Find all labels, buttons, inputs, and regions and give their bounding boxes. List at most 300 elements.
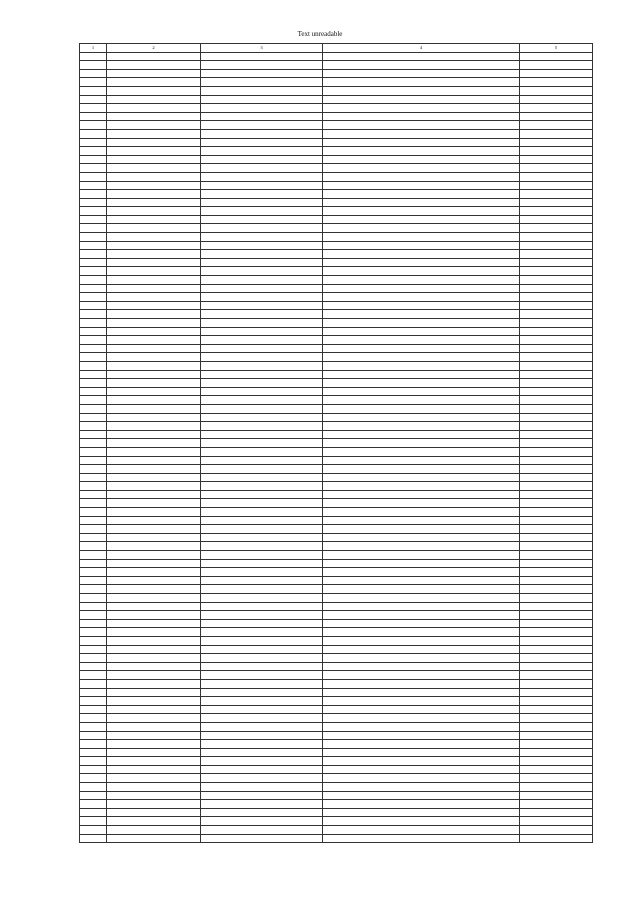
address-cell — [201, 508, 323, 517]
row-number-cell — [80, 499, 107, 508]
address-cell — [201, 551, 323, 560]
table-row — [80, 198, 593, 207]
municipality-cell — [107, 551, 201, 560]
address-cell — [201, 86, 323, 95]
municipality-cell — [107, 95, 201, 104]
row-number-cell — [80, 78, 107, 87]
period-cell — [520, 585, 593, 594]
column-header-work-type: 4 — [323, 44, 520, 53]
period-cell — [520, 198, 593, 207]
period-cell — [520, 241, 593, 250]
work-type-cell — [323, 636, 520, 645]
row-number-cell — [80, 155, 107, 164]
period-cell — [520, 155, 593, 164]
table-row — [80, 576, 593, 585]
address-cell — [201, 765, 323, 774]
municipality-cell — [107, 473, 201, 482]
municipality-cell — [107, 121, 201, 130]
period-cell — [520, 422, 593, 431]
address-cell — [201, 456, 323, 465]
address-cell — [201, 542, 323, 551]
municipality-cell — [107, 465, 201, 474]
period-cell — [520, 473, 593, 482]
municipality-cell — [107, 155, 201, 164]
address-cell — [201, 121, 323, 130]
municipality-cell — [107, 224, 201, 233]
period-cell — [520, 396, 593, 405]
table-row — [80, 95, 593, 104]
address-cell — [201, 636, 323, 645]
work-type-cell — [323, 800, 520, 809]
address-cell — [201, 499, 323, 508]
table-row — [80, 774, 593, 783]
municipality-cell — [107, 628, 201, 637]
table-row — [80, 164, 593, 173]
table-row — [80, 559, 593, 568]
row-number-cell — [80, 224, 107, 233]
row-number-cell — [80, 679, 107, 688]
period-cell — [520, 654, 593, 663]
work-type-cell — [323, 817, 520, 826]
municipality-cell — [107, 379, 201, 388]
table-row — [80, 783, 593, 792]
address-cell — [201, 585, 323, 594]
work-type-cell — [323, 619, 520, 628]
municipality-cell — [107, 164, 201, 173]
period-cell — [520, 791, 593, 800]
period-cell — [520, 834, 593, 843]
work-type-cell — [323, 654, 520, 663]
work-type-cell — [323, 207, 520, 216]
table-row — [80, 190, 593, 199]
row-number-cell — [80, 95, 107, 104]
work-type-cell — [323, 465, 520, 474]
municipality-cell — [107, 198, 201, 207]
period-cell — [520, 319, 593, 328]
row-number-cell — [80, 800, 107, 809]
table-row — [80, 430, 593, 439]
address-cell — [201, 112, 323, 121]
work-type-cell — [323, 439, 520, 448]
municipality-cell — [107, 722, 201, 731]
work-type-cell — [323, 757, 520, 766]
table-row — [80, 791, 593, 800]
address-cell — [201, 164, 323, 173]
row-number-cell — [80, 404, 107, 413]
address-cell — [201, 370, 323, 379]
period-cell — [520, 121, 593, 130]
period-cell — [520, 542, 593, 551]
address-cell — [201, 714, 323, 723]
row-number-cell — [80, 276, 107, 285]
period-cell — [520, 611, 593, 620]
municipality-cell — [107, 645, 201, 654]
period-cell — [520, 104, 593, 113]
work-type-cell — [323, 310, 520, 319]
municipality-cell — [107, 714, 201, 723]
work-type-cell — [323, 224, 520, 233]
address-cell — [201, 671, 323, 680]
work-type-cell — [323, 104, 520, 113]
row-number-cell — [80, 542, 107, 551]
row-number-cell — [80, 439, 107, 448]
table-row — [80, 482, 593, 491]
table-row — [80, 353, 593, 362]
work-type-cell — [323, 748, 520, 757]
row-number-cell — [80, 69, 107, 78]
period-cell — [520, 576, 593, 585]
row-number-cell — [80, 525, 107, 534]
period-cell — [520, 447, 593, 456]
period-cell — [520, 551, 593, 560]
municipality-cell — [107, 78, 201, 87]
municipality-cell — [107, 370, 201, 379]
period-cell — [520, 327, 593, 336]
row-number-cell — [80, 147, 107, 156]
municipality-cell — [107, 740, 201, 749]
period-cell — [520, 628, 593, 637]
period-cell — [520, 215, 593, 224]
municipality-cell — [107, 482, 201, 491]
table-row — [80, 808, 593, 817]
period-cell — [520, 344, 593, 353]
period-cell — [520, 559, 593, 568]
municipality-cell — [107, 559, 201, 568]
row-number-cell — [80, 138, 107, 147]
address-cell — [201, 748, 323, 757]
table-header-row — [80, 44, 593, 53]
address-cell — [201, 783, 323, 792]
address-cell — [201, 791, 323, 800]
address-cell — [201, 224, 323, 233]
municipality-cell — [107, 241, 201, 250]
period-cell — [520, 293, 593, 302]
row-number-cell — [80, 112, 107, 121]
row-number-cell — [80, 662, 107, 671]
work-type-cell — [323, 722, 520, 731]
table-row — [80, 310, 593, 319]
row-number-cell — [80, 808, 107, 817]
work-type-cell — [323, 525, 520, 534]
page-number: Text unreadable — [297, 30, 343, 38]
address-cell — [201, 181, 323, 190]
row-number-cell — [80, 396, 107, 405]
municipality-cell — [107, 774, 201, 783]
table-row — [80, 233, 593, 242]
table-row — [80, 207, 593, 216]
municipality-cell — [107, 276, 201, 285]
period-cell — [520, 705, 593, 714]
table-row — [80, 465, 593, 474]
address-cell — [201, 533, 323, 542]
address-cell — [201, 284, 323, 293]
period-cell — [520, 336, 593, 345]
address-cell — [201, 69, 323, 78]
period-cell — [520, 636, 593, 645]
address-cell — [201, 619, 323, 628]
work-type-cell — [323, 344, 520, 353]
row-number-cell — [80, 482, 107, 491]
row-number-cell — [80, 688, 107, 697]
period-cell — [520, 783, 593, 792]
table-row — [80, 765, 593, 774]
work-type-cell — [323, 826, 520, 835]
table-row — [80, 800, 593, 809]
municipality-cell — [107, 233, 201, 242]
period-cell — [520, 353, 593, 362]
row-number-cell — [80, 533, 107, 542]
work-type-cell — [323, 542, 520, 551]
address-cell — [201, 353, 323, 362]
table-row — [80, 722, 593, 731]
period-cell — [520, 413, 593, 422]
work-type-cell — [323, 164, 520, 173]
municipality-cell — [107, 576, 201, 585]
work-type-cell — [323, 456, 520, 465]
period-cell — [520, 679, 593, 688]
work-type-cell — [323, 834, 520, 843]
municipality-cell — [107, 533, 201, 542]
work-type-cell — [323, 697, 520, 706]
work-type-cell — [323, 181, 520, 190]
municipality-cell — [107, 602, 201, 611]
row-number-cell — [80, 387, 107, 396]
row-number-cell — [80, 585, 107, 594]
table-row — [80, 86, 593, 95]
municipality-cell — [107, 654, 201, 663]
municipality-cell — [107, 671, 201, 680]
work-type-cell — [323, 198, 520, 207]
table-row — [80, 748, 593, 757]
municipality-cell — [107, 594, 201, 603]
table-row — [80, 619, 593, 628]
period-cell — [520, 69, 593, 78]
work-type-cell — [323, 671, 520, 680]
row-number-cell — [80, 353, 107, 362]
table-row — [80, 499, 593, 508]
municipality-cell — [107, 490, 201, 499]
table-row — [80, 654, 593, 663]
table-row — [80, 78, 593, 87]
work-type-cell — [323, 679, 520, 688]
period-cell — [520, 619, 593, 628]
period-cell — [520, 361, 593, 370]
table-row — [80, 69, 593, 78]
table-row — [80, 370, 593, 379]
period-cell — [520, 78, 593, 87]
address-cell — [201, 611, 323, 620]
address-cell — [201, 95, 323, 104]
table-row — [80, 293, 593, 302]
row-number-cell — [80, 215, 107, 224]
row-number-cell — [80, 233, 107, 242]
address-cell — [201, 396, 323, 405]
row-number-cell — [80, 714, 107, 723]
row-number-cell — [80, 826, 107, 835]
row-number-cell — [80, 722, 107, 731]
address-cell — [201, 361, 323, 370]
address-cell — [201, 267, 323, 276]
municipality-cell — [107, 387, 201, 396]
address-cell — [201, 662, 323, 671]
row-number-cell — [80, 190, 107, 199]
address-cell — [201, 104, 323, 113]
period-cell — [520, 602, 593, 611]
address-cell — [201, 705, 323, 714]
municipality-cell — [107, 396, 201, 405]
period-cell — [520, 181, 593, 190]
period-cell — [520, 52, 593, 61]
column-header-municipality: 2 — [107, 44, 201, 53]
municipality-cell — [107, 258, 201, 267]
table-row — [80, 740, 593, 749]
municipality-cell — [107, 190, 201, 199]
municipality-cell — [107, 104, 201, 113]
period-cell — [520, 465, 593, 474]
work-type-cell — [323, 499, 520, 508]
municipality-cell — [107, 516, 201, 525]
work-type-cell — [323, 233, 520, 242]
table-row — [80, 731, 593, 740]
row-number-cell — [80, 645, 107, 654]
row-number-cell — [80, 284, 107, 293]
period-cell — [520, 671, 593, 680]
address-cell — [201, 731, 323, 740]
row-number-cell — [80, 129, 107, 138]
registry-table — [79, 43, 593, 843]
address-cell — [201, 379, 323, 388]
row-number-cell — [80, 611, 107, 620]
row-number-cell — [80, 319, 107, 328]
period-cell — [520, 86, 593, 95]
table-row — [80, 714, 593, 723]
period-cell — [520, 95, 593, 104]
table-row — [80, 404, 593, 413]
municipality-cell — [107, 783, 201, 792]
row-number-cell — [80, 361, 107, 370]
period-cell — [520, 645, 593, 654]
work-type-cell — [323, 353, 520, 362]
period-cell — [520, 379, 593, 388]
address-cell — [201, 215, 323, 224]
work-type-cell — [323, 190, 520, 199]
period-cell — [520, 456, 593, 465]
municipality-cell — [107, 336, 201, 345]
address-cell — [201, 688, 323, 697]
work-type-cell — [323, 129, 520, 138]
period-cell — [520, 740, 593, 749]
table-row — [80, 525, 593, 534]
table-row — [80, 267, 593, 276]
row-number-cell — [80, 774, 107, 783]
address-cell — [201, 155, 323, 164]
row-number-cell — [80, 164, 107, 173]
work-type-cell — [323, 559, 520, 568]
table-row — [80, 439, 593, 448]
municipality-cell — [107, 636, 201, 645]
work-type-cell — [323, 551, 520, 560]
row-number-cell — [80, 731, 107, 740]
row-number-cell — [80, 490, 107, 499]
row-number-cell — [80, 456, 107, 465]
row-number-cell — [80, 430, 107, 439]
work-type-cell — [323, 276, 520, 285]
municipality-cell — [107, 147, 201, 156]
municipality-cell — [107, 817, 201, 826]
municipality-cell — [107, 361, 201, 370]
work-type-cell — [323, 490, 520, 499]
work-type-cell — [323, 413, 520, 422]
table-row — [80, 611, 593, 620]
address-cell — [201, 482, 323, 491]
municipality-cell — [107, 705, 201, 714]
table-row — [80, 456, 593, 465]
period-cell — [520, 267, 593, 276]
table-row — [80, 104, 593, 113]
work-type-cell — [323, 447, 520, 456]
address-cell — [201, 310, 323, 319]
work-type-cell — [323, 78, 520, 87]
municipality-cell — [107, 619, 201, 628]
address-cell — [201, 473, 323, 482]
work-type-cell — [323, 791, 520, 800]
work-type-cell — [323, 740, 520, 749]
address-cell — [201, 808, 323, 817]
address-cell — [201, 190, 323, 199]
municipality-cell — [107, 129, 201, 138]
work-type-cell — [323, 396, 520, 405]
period-cell — [520, 697, 593, 706]
row-number-cell — [80, 508, 107, 517]
row-number-cell — [80, 336, 107, 345]
address-cell — [201, 387, 323, 396]
address-cell — [201, 413, 323, 422]
address-cell — [201, 129, 323, 138]
table-row — [80, 834, 593, 843]
row-number-cell — [80, 834, 107, 843]
work-type-cell — [323, 482, 520, 491]
work-type-cell — [323, 61, 520, 70]
work-type-cell — [323, 293, 520, 302]
row-number-cell — [80, 250, 107, 259]
row-number-cell — [80, 817, 107, 826]
work-type-cell — [323, 516, 520, 525]
work-type-cell — [323, 241, 520, 250]
table-row — [80, 361, 593, 370]
table-row — [80, 172, 593, 181]
period-cell — [520, 430, 593, 439]
table-row — [80, 508, 593, 517]
municipality-cell — [107, 499, 201, 508]
period-cell — [520, 714, 593, 723]
table-row — [80, 636, 593, 645]
address-cell — [201, 679, 323, 688]
address-cell — [201, 525, 323, 534]
work-type-cell — [323, 379, 520, 388]
period-cell — [520, 276, 593, 285]
address-cell — [201, 817, 323, 826]
municipality-cell — [107, 456, 201, 465]
municipality-cell — [107, 834, 201, 843]
address-cell — [201, 241, 323, 250]
row-number-cell — [80, 379, 107, 388]
table-row — [80, 447, 593, 456]
period-cell — [520, 301, 593, 310]
address-cell — [201, 147, 323, 156]
period-cell — [520, 757, 593, 766]
table-row — [80, 679, 593, 688]
table-row — [80, 688, 593, 697]
